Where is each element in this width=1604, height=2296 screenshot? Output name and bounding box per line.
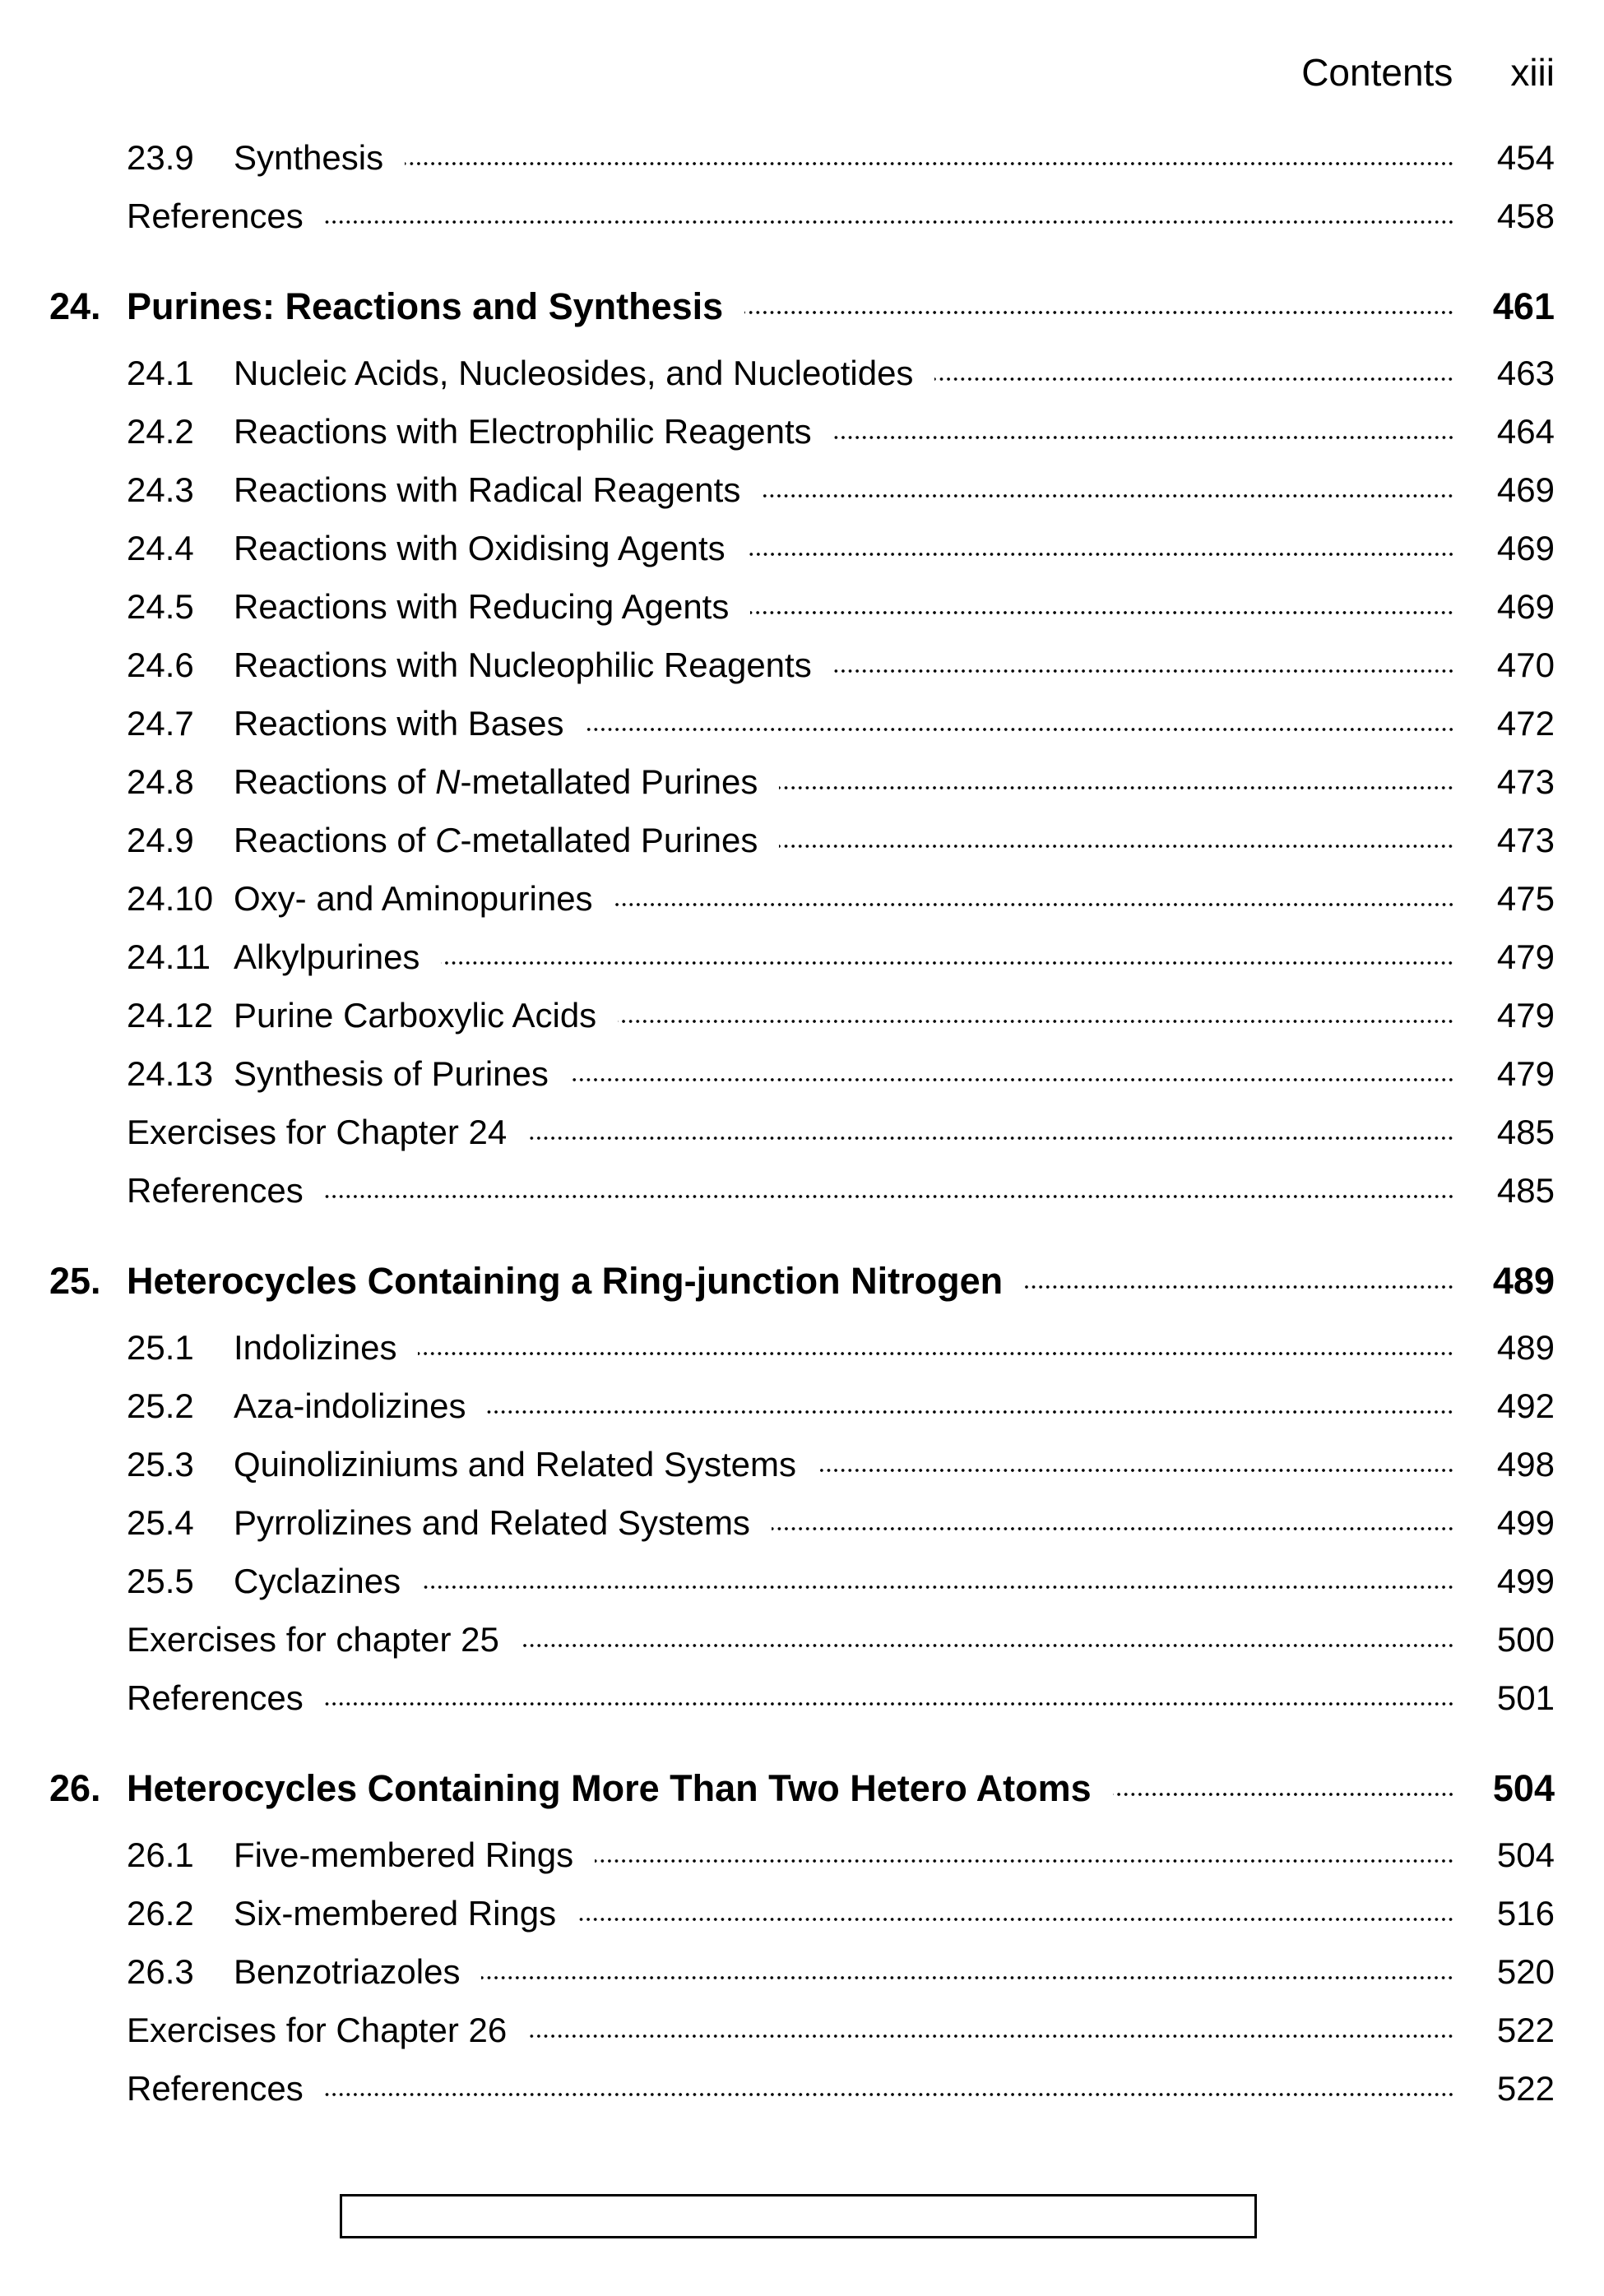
toc-entry-page: 473 [1496, 761, 1555, 801]
toc-entry-title-part: -metallated Purines [460, 761, 758, 801]
toc-entry-title-part: N [435, 761, 461, 801]
dot-leader [772, 1524, 1454, 1534]
toc-entry[interactable] [0, 1377, 1604, 1435]
toc-entry-number: 24.9 [127, 820, 194, 859]
toc-entry-number: 23.9 [127, 137, 194, 177]
toc-entry-title: Oxy- and Aminopurines [234, 878, 593, 918]
toc-entry-number: 25.1 [127, 1327, 194, 1367]
toc-entry-title: Cyclazines [234, 1561, 401, 1600]
toc-entry[interactable] [0, 1826, 1604, 1884]
toc-entry-page: 454 [1496, 137, 1555, 177]
toc-entry-title: Exercises for Chapter 24 [127, 1112, 508, 1151]
dot-leader [779, 841, 1454, 851]
toc-entry[interactable] [0, 1610, 1604, 1669]
dot-leader [779, 783, 1454, 793]
toc-entry-page: 500 [1496, 1619, 1555, 1659]
toc-entry-number: 26.3 [127, 1951, 194, 1991]
dot-leader [325, 217, 1454, 227]
toc-entry-number: 26. [49, 1766, 101, 1809]
toc-entry-title: Quinoliziniums and Related Systems [234, 1444, 796, 1484]
page-number: xiii [1510, 51, 1555, 94]
dot-leader [1113, 1789, 1454, 1799]
toc-entry-title: Nucleic Acids, Nucleosides, and Nucleotides [234, 353, 914, 392]
running-head [1301, 51, 1555, 94]
dot-leader [405, 159, 1454, 169]
toc-entry-page: 501 [1496, 1678, 1555, 1717]
toc-entry-title: Reactions with Bases [234, 703, 564, 743]
toc-chapter-entry[interactable] [0, 277, 1604, 336]
toc-entry-title [234, 762, 758, 802]
toc-entry-page: 504 [1492, 1766, 1555, 1809]
toc-entry-title: Alkylpurines [234, 937, 420, 976]
toc-entry[interactable] [0, 519, 1604, 577]
toc-entry-title: Indolizines [234, 1327, 397, 1367]
toc-entry-number: 24.4 [127, 528, 194, 567]
table-of-contents [0, 128, 1604, 2118]
toc-entry-title: Synthesis [234, 137, 384, 177]
toc-entry-title: Reactions with Reducing Agents [234, 586, 730, 626]
dot-leader [818, 1465, 1454, 1475]
toc-entry-number: 24.12 [127, 995, 214, 1035]
dot-leader [325, 1192, 1454, 1201]
dot-leader [833, 666, 1454, 676]
dot-leader [528, 2031, 1454, 2041]
toc-entry[interactable] [0, 1435, 1604, 1493]
toc-entry[interactable] [0, 1103, 1604, 1161]
toc-entry[interactable] [0, 577, 1604, 636]
toc-entry-page: 522 [1496, 2068, 1555, 2108]
dot-leader [595, 1856, 1454, 1866]
toc-entry-title: Exercises for Chapter 26 [127, 2010, 508, 2049]
toc-entry-page: 469 [1496, 470, 1555, 509]
toc-entry-number: 24.11 [127, 937, 211, 976]
toc-entry-number: 24. [49, 285, 101, 327]
dot-leader [325, 2090, 1454, 2099]
toc-entry-page: 464 [1496, 411, 1555, 451]
dot-leader [747, 549, 1454, 559]
dot-leader [441, 958, 1454, 968]
toc-entry-page: 473 [1496, 820, 1555, 859]
toc-entry[interactable] [0, 1161, 1604, 1220]
toc-entry[interactable] [0, 636, 1604, 694]
toc-chapter-entry[interactable] [0, 1759, 1604, 1817]
toc-entry-title-part: C [435, 820, 461, 859]
toc-entry-number: 25. [49, 1259, 101, 1302]
toc-entry-page: 463 [1496, 353, 1555, 392]
toc-entry[interactable] [0, 1318, 1604, 1377]
dot-leader [750, 608, 1454, 618]
dot-leader [570, 1075, 1454, 1085]
dot-leader [762, 491, 1454, 501]
toc-entry-page: 498 [1496, 1444, 1555, 1484]
toc-entry-page: 475 [1496, 878, 1555, 918]
toc-entry-title-part: Reactions of [234, 761, 436, 801]
toc-entry-title: References [127, 1170, 304, 1210]
toc-entry-title-part: -metallated Purines [460, 820, 758, 859]
toc-entry-number: 24.3 [127, 470, 194, 509]
dot-leader [325, 1699, 1454, 1709]
toc-entry-page: 516 [1496, 1893, 1555, 1933]
toc-entry-number: 25.3 [127, 1444, 194, 1484]
dot-leader [744, 308, 1454, 317]
toc-entry[interactable] [0, 928, 1604, 986]
toc-entry-page: 461 [1492, 285, 1555, 327]
toc-entry-number: 26.2 [127, 1893, 194, 1933]
toc-entry-page: 472 [1496, 703, 1555, 743]
dot-leader [586, 724, 1454, 734]
toc-entry[interactable] [0, 1942, 1604, 2001]
toc-entry-number: 25.4 [127, 1502, 194, 1542]
toc-entry[interactable] [0, 2059, 1604, 2118]
toc-entry-title: Reactions with Radical Reagents [234, 470, 741, 509]
dot-leader [481, 1973, 1454, 1983]
toc-entry-title: Six-membered Rings [234, 1893, 557, 1933]
toc-entry-title: Aza-indolizines [234, 1386, 466, 1425]
toc-entry-title: Exercises for chapter 25 [127, 1619, 499, 1659]
toc-entry-number: 26.1 [127, 1835, 194, 1874]
toc-entry[interactable] [0, 344, 1604, 402]
toc-entry[interactable] [0, 986, 1604, 1044]
toc-entry-page: 479 [1496, 1053, 1555, 1093]
toc-entry-page: 489 [1492, 1259, 1555, 1302]
toc-entry[interactable] [0, 1493, 1604, 1552]
toc-entry-title: Heterocycles Containing a Ring-junction Nitrogen [127, 1259, 1004, 1302]
toc-entry[interactable] [0, 869, 1604, 928]
toc-entry-number: 24.10 [127, 878, 214, 918]
dot-leader [422, 1582, 1454, 1592]
toc-entry-title-part: Reactions of [234, 820, 436, 859]
toc-entry-number: 24.1 [127, 353, 194, 392]
toc-entry-title: References [127, 196, 304, 235]
toc-entry[interactable] [0, 1669, 1604, 1727]
toc-entry[interactable] [0, 811, 1604, 869]
toc-entry-title: Five-membered Rings [234, 1835, 574, 1874]
toc-entry-page: 458 [1496, 196, 1555, 235]
toc-entry[interactable] [0, 1884, 1604, 1942]
footer-box [340, 2194, 1257, 2238]
toc-entry[interactable] [0, 694, 1604, 752]
toc-entry-page: 489 [1496, 1327, 1555, 1367]
dot-leader [487, 1407, 1454, 1417]
toc-entry-number: 24.2 [127, 411, 194, 451]
toc-entry-number: 24.5 [127, 586, 194, 626]
dot-leader [1024, 1282, 1454, 1292]
toc-entry-page: 470 [1496, 645, 1555, 684]
toc-entry-page: 492 [1496, 1386, 1555, 1425]
toc-entry-title: References [127, 1678, 304, 1717]
toc-entry-title: Purines: Reactions and Synthesis [127, 285, 724, 327]
dot-leader [833, 433, 1454, 442]
toc-entry-page: 499 [1496, 1502, 1555, 1542]
toc-chapter-entry[interactable] [0, 1252, 1604, 1310]
toc-entry-number: 24.13 [127, 1053, 214, 1093]
toc-entry-page: 520 [1496, 1951, 1555, 1991]
toc-entry-page: 499 [1496, 1561, 1555, 1600]
toc-entry[interactable] [0, 128, 1604, 187]
toc-entry-page: 479 [1496, 937, 1555, 976]
toc-entry[interactable] [0, 187, 1604, 245]
toc-entry-title: Reactions with Nucleophilic Reagents [234, 645, 812, 684]
toc-entry[interactable] [0, 752, 1604, 811]
running-head-title: Contents [1301, 51, 1453, 94]
toc-entry-title [234, 821, 758, 860]
toc-entry-page: 504 [1496, 1835, 1555, 1874]
toc-entry[interactable] [0, 461, 1604, 519]
toc-entry-page: 469 [1496, 586, 1555, 626]
toc-entry-title: Purine Carboxylic Acids [234, 995, 597, 1035]
toc-entry-page: 479 [1496, 995, 1555, 1035]
toc-entry-number: 25.5 [127, 1561, 194, 1600]
dot-leader [418, 1349, 1454, 1359]
toc-entry-title: References [127, 2068, 304, 2108]
toc-entry-number: 24.7 [127, 703, 194, 743]
toc-entry-page: 469 [1496, 528, 1555, 567]
toc-entry-page: 485 [1496, 1170, 1555, 1210]
toc-entry[interactable] [0, 1044, 1604, 1103]
dot-leader [618, 1016, 1454, 1026]
toc-entry[interactable] [0, 1552, 1604, 1610]
toc-entry-title: Reactions with Electrophilic Reagents [234, 411, 812, 451]
dot-leader [934, 374, 1454, 384]
toc-entry-title: Synthesis of Purines [234, 1053, 549, 1093]
toc-entry-page: 485 [1496, 1112, 1555, 1151]
toc-entry-title: Benzotriazoles [234, 1951, 461, 1991]
dot-leader [614, 900, 1454, 910]
toc-entry-title: Heterocycles Containing More Than Two Hetero Atoms [127, 1766, 1092, 1809]
dot-leader [528, 1133, 1454, 1143]
toc-entry[interactable] [0, 402, 1604, 461]
toc-entry-title: Pyrrolizines and Related Systems [234, 1502, 750, 1542]
toc-entry-number: 24.6 [127, 645, 194, 684]
dot-leader [577, 1914, 1454, 1924]
toc-entry-title: Reactions with Oxidising Agents [234, 528, 726, 567]
toc-entry-number: 25.2 [127, 1386, 194, 1425]
toc-entry[interactable] [0, 2001, 1604, 2059]
toc-entry-number: 24.8 [127, 761, 194, 801]
dot-leader [521, 1641, 1454, 1650]
toc-entry-page: 522 [1496, 2010, 1555, 2049]
